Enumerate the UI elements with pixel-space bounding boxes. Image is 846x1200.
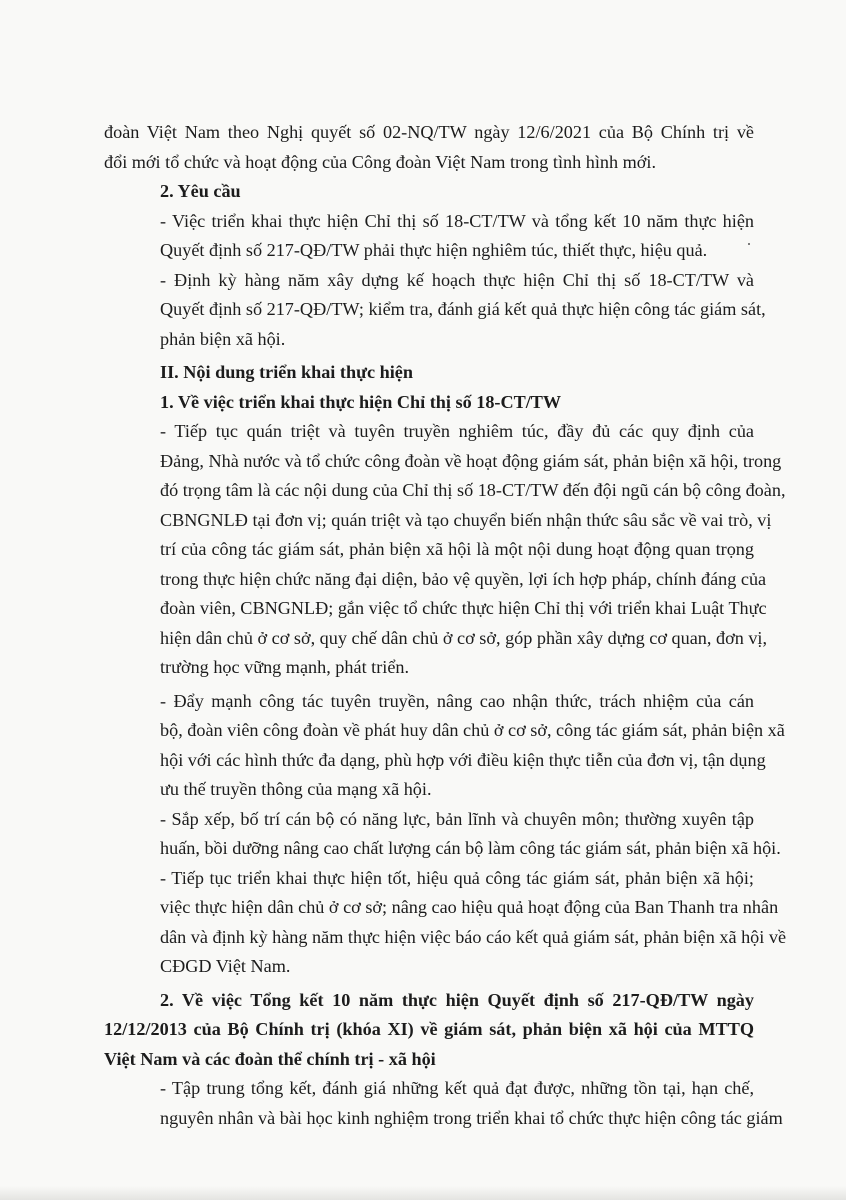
heading-text: 1. Về việc triển khai thực hiện Chỉ thị số 18-CT/TW [160,391,562,412]
text-line: Quyết định số 217-QĐ/TW; kiểm tra, đánh giá kết quả thực hiện công tác giám sát, [160,299,766,319]
heading-line: 12/12/2013 của Bộ Chính trị (khóa XI) về giám sát, phản biện xã hội của MTTQ [104,1019,754,1039]
document-body [104,118,787,1133]
text-line: hội với các hình thức đa dạng, phù hợp với điều kiện thực tiễn của đơn vị, tận dụng [160,749,766,770]
section-heading-tong-ket [104,986,754,1075]
text-line: trong thực hiện chức năng đại diện, bảo vệ quyền, lợi ích hợp pháp, chính đáng của [160,568,767,589]
section-heading-yeu-cau [104,177,754,207]
text-line: CĐGD Việt Nam. [160,956,291,976]
heading-line: 2. Về việc Tổng kết 10 năm thực hiện Quyết định số 217-QĐ/TW ngày [160,989,754,1010]
text-line: - Tiếp tục triển khai thực hiện tốt, hiệu quả công tác giám sát, phản biện xã hội; [160,867,754,888]
text-line: đoàn Việt Nam theo Nghị quyết số 02-NQ/TW ngày 12/6/2021 của Bộ Chính trị về [104,122,754,142]
text-line: - Tập trung tổng kết, đánh giá những kết quả đạt được, những tồn tại, hạn chế, [160,1078,754,1098]
text-line: - Định kỳ hàng năm xây dựng kế hoạch thực hiện Chỉ thị số 18-CT/TW và [160,269,754,290]
text-line: bộ, đoàn viên công đoàn về phát huy dân chủ ở cơ sở, công tác giám sát, phản biện xã [160,720,785,740]
section-heading-noi-dung [104,358,754,388]
scan-bottom-edge [0,1186,846,1200]
text-line: hiện dân chủ ở cơ sở, quy chế dân chủ ở cơ sở, góp phần xây dựng cơ quan, đơn vị, [160,627,768,648]
text-line: nguyên nhân và bài học kinh nghiệm trong triển khai tổ chức thực hiện công tác giám [160,1107,783,1128]
text-line: đó trọng tâm là các nội dung của Chỉ thị số 18-CT/TW đến đội ngũ cán bộ công đoàn, [160,480,786,500]
text-line: việc thực hiện dân chủ ở cơ sở; nâng cao hiệu quả hoạt động của Ban Thanh tra nhân [160,897,779,917]
heading-text: 2. Yêu cầu [160,181,241,201]
paragraph-requirement-1 [104,207,754,266]
heading-line: Việt Nam và các đoàn thể chính trị - xã hội [104,1048,436,1069]
text-line: trí của công tác giám sát, phản biện xã hội là một nội dung hoạt động quan trọng [160,539,754,559]
text-line: CBNGNLĐ tại đơn vị; quán triệt và tạo chuyển biến nhận thức sâu sắc về vai trò, vị [160,509,772,530]
paragraph-content-3 [104,805,781,864]
paragraph-content-2 [104,687,785,805]
text-line: đoàn viên, CBNGNLĐ; gắn việc tổ chức thực hiện Chỉ thị với triển khai Luật Thực [160,598,767,618]
text-line: - Sắp xếp, bố trí cán bộ có năng lực, bản lĩnh và chuyên môn; thường xuyên tập [160,808,754,829]
heading-text: II. Nội dung triển khai thực hiện [160,362,413,382]
text-line: - Đẩy mạnh công tác tuyên truyền, nâng cao nhận thức, trách nhiệm của cán [160,690,754,711]
scan-speck [748,243,750,245]
section-heading-chi-thi [104,388,754,418]
paragraph-continuation [104,118,754,177]
text-line: dân và định kỳ hàng năm thực hiện việc báo cáo kết quả giám sát, phản biện xã hội về [160,926,787,947]
text-line: - Tiếp tục quán triệt và tuyên truyền nghiêm túc, đầy đủ các quy định của [160,421,754,441]
text-line: trường học vững mạnh, phát triển. [160,657,410,677]
paragraph-content-4 [104,864,787,982]
text-line: phản biện xã hội. [160,328,286,349]
paragraph-requirement-2 [104,266,766,355]
text-line: ưu thế truyền thông của mạng xã hội. [160,779,432,799]
text-line: đổi mới tổ chức và hoạt động của Công đoàn Việt Nam trong tình hình mới. [104,151,656,172]
paragraph-content-1 [104,417,786,683]
text-line: - Việc triển khai thực hiện Chỉ thị số 18-CT/TW và tổng kết 10 năm thực hiện [160,210,754,231]
text-line: Đảng, Nhà nước và tổ chức công đoàn về hoạt động giám sát, phản biện xã hội, trong [160,450,782,471]
paragraph-content-5 [104,1074,783,1133]
text-line: huấn, bồi dưỡng nâng cao chất lượng cán bộ làm công tác giám sát, phản biện xã hội. [160,838,781,858]
text-line: Quyết định số 217-QĐ/TW phải thực hiện nghiêm túc, thiết thực, hiệu quả. [160,240,708,260]
